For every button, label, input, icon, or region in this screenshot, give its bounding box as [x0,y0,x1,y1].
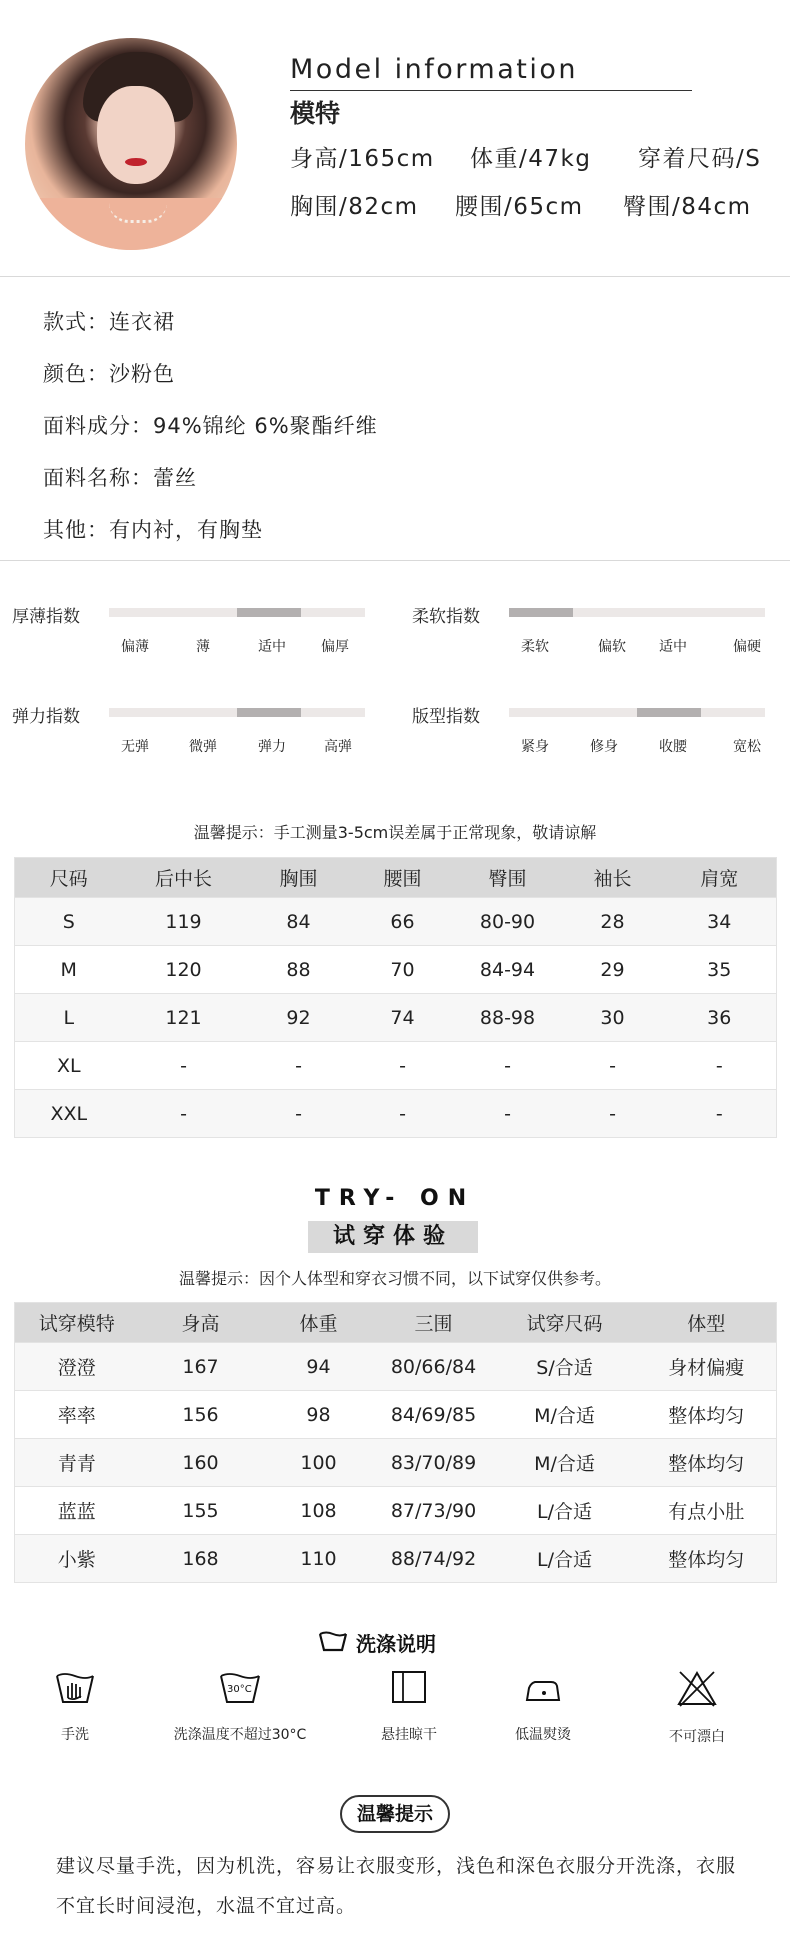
index-elasticity-fill [237,708,301,717]
hand-wash-icon [54,1670,96,1706]
table-cell: - [123,1042,245,1090]
table-cell: L/合适 [493,1535,637,1583]
table-cell: 70 [353,946,453,994]
table-cell: 88-98 [453,994,563,1042]
table-cell: S [15,898,123,946]
size-table [14,857,777,1138]
table-cell: 160 [139,1439,263,1487]
table-cell: 29 [563,946,663,994]
table-cell: 80-90 [453,898,563,946]
table-cell: - [563,1042,663,1090]
table-cell: 28 [563,898,663,946]
index-label: 偏薄 [121,639,149,655]
table-cell: 84/69/85 [375,1391,493,1439]
table-cell: 整体均匀 [637,1439,777,1487]
table-cell: 108 [263,1487,375,1535]
table-row [15,946,777,994]
table-cell: 36 [663,994,777,1042]
model-title-divider [290,90,692,91]
table-cell: 青青 [15,1439,139,1487]
attr-composition: 面料成分：94%锦纶 6%聚酯纤维 [43,414,378,438]
header-cell: 袖长 [563,858,663,898]
attr-color: 颜色：沙粉色 [43,362,175,386]
wash-label: 低温熨烫 [515,1727,571,1743]
attr-other: 其他：有内衬，有胸垫 [43,518,263,542]
header-cell: 体重 [263,1303,375,1343]
model-weight: 体重/47kg [470,146,592,172]
index-label: 高弹 [324,739,352,755]
divider [0,276,790,277]
table-cell: 66 [353,898,453,946]
table-cell: 119 [123,898,245,946]
hang-dry-icon [391,1670,427,1706]
table-cell: - [453,1090,563,1138]
table-cell: 83/70/89 [375,1439,493,1487]
table-cell: XL [15,1042,123,1090]
table-cell: M [15,946,123,994]
index-thickness-title: 厚薄指数 [12,607,80,627]
table-cell: L/合适 [493,1487,637,1535]
header-cell: 尺码 [15,858,123,898]
attr-fabric: 面料名称：蕾丝 [43,466,197,490]
table-cell: - [453,1042,563,1090]
table-row [15,994,777,1042]
table-cell: 88/74/92 [375,1535,493,1583]
wash-basin-icon [318,1630,348,1654]
table-cell: 88 [245,946,353,994]
model-waist: 腰围/65cm [455,194,584,220]
table-cell: 155 [139,1487,263,1535]
model-height: 身高/165cm [290,146,435,172]
tryon-table [14,1302,777,1583]
table-cell: - [123,1090,245,1138]
table-cell: M/合适 [493,1391,637,1439]
model-size: 穿着尺码/S [638,146,762,172]
table-row [15,1042,777,1090]
table-cell: - [353,1042,453,1090]
table-cell: 120 [123,946,245,994]
index-fit-track [509,708,765,717]
index-label: 偏硬 [733,639,761,655]
tryon-table-header [15,1303,777,1343]
index-label: 微弹 [189,739,217,755]
table-cell: 整体均匀 [637,1391,777,1439]
table-row [15,1090,777,1138]
table-row [15,1439,777,1487]
table-cell: - [563,1090,663,1138]
tryon-title-en: TRY- ON [314,1186,476,1211]
header-cell: 体型 [637,1303,777,1343]
table-cell: 156 [139,1391,263,1439]
table-cell: - [663,1090,777,1138]
table-cell: 蓝蓝 [15,1487,139,1535]
table-cell: 74 [353,994,453,1042]
index-label: 适中 [258,639,286,655]
table-cell: 98 [263,1391,375,1439]
index-label: 弹力 [258,739,286,755]
header-cell: 臀围 [453,858,563,898]
index-label: 无弹 [121,739,149,755]
index-thickness-track [109,608,365,617]
table-cell: M/合适 [493,1439,637,1487]
divider [0,560,790,561]
index-fit-title: 版型指数 [412,707,480,727]
model-bust: 胸围/82cm [290,194,419,220]
header-cell: 身高 [139,1303,263,1343]
wash-item-hand [0,1670,150,1744]
table-row [15,898,777,946]
wash-30-icon [218,1670,262,1706]
table-cell: 率率 [15,1391,139,1439]
table-cell: 澄澄 [15,1343,139,1391]
index-label: 薄 [196,639,210,655]
tryon-tip: 温馨提示：因个人体型和穿衣习惯不同，以下试穿仅供参考。 [178,1269,611,1288]
table-cell: 30 [563,994,663,1042]
wash-title: 洗涤说明 [356,1632,436,1656]
table-cell: 167 [139,1343,263,1391]
wash-item-hang [334,1670,484,1744]
notice-text: 建议尽量手洗，因为机洗，容易让衣服变形，浅色和深色衣服分开洗涤，衣服不宜长时间浸泡，水温不宜过高。 [56,1855,737,1917]
index-label: 修身 [590,739,618,755]
header-cell: 胸围 [245,858,353,898]
table-cell: 121 [123,994,245,1042]
header-cell: 试穿模特 [15,1303,139,1343]
notice-title: 温馨提示 [340,1795,450,1833]
index-label: 收腰 [659,739,687,755]
index-label: 适中 [659,639,687,655]
table-cell: 小紫 [15,1535,139,1583]
index-softness-title: 柔软指数 [412,607,480,627]
table-cell: 100 [263,1439,375,1487]
table-cell: 168 [139,1535,263,1583]
table-cell: - [245,1042,353,1090]
table-row [15,1343,777,1391]
header-cell: 试穿尺码 [493,1303,637,1343]
table-row [15,1535,777,1583]
table-cell: L [15,994,123,1042]
index-elasticity-track [109,708,365,717]
low-iron-icon [523,1670,563,1706]
model-photo [25,38,237,250]
table-cell: 身材偏瘦 [637,1343,777,1391]
table-cell: 84-94 [453,946,563,994]
table-cell: - [663,1042,777,1090]
index-softness-fill [509,608,573,617]
table-cell: 35 [663,946,777,994]
table-row [15,1487,777,1535]
index-fit-fill [637,708,701,717]
index-softness-track [509,608,765,617]
table-cell: XXL [15,1090,123,1138]
table-cell: 92 [245,994,353,1042]
table-cell: 87/73/90 [375,1487,493,1535]
table-cell: 94 [263,1343,375,1391]
wash-label: 手洗 [61,1727,89,1743]
model-hip: 臀围/84cm [623,194,752,220]
index-label: 宽松 [733,739,761,755]
table-cell: 80/66/84 [375,1343,493,1391]
header-cell: 三围 [375,1303,493,1343]
index-label: 紧身 [521,739,549,755]
index-label: 偏软 [598,639,626,655]
tryon-title-zh: 试穿体验 [308,1221,478,1253]
index-label: 偏厚 [321,639,349,655]
table-cell: - [245,1090,353,1138]
index-label: 柔软 [521,639,549,655]
header-cell: 腰围 [353,858,453,898]
model-info-title: Model information [290,54,578,85]
index-thickness-fill [237,608,301,617]
wash-temp-badge: 30°C [227,1684,252,1695]
no-bleach-icon [676,1670,718,1708]
model-subtitle: 模特 [290,99,341,128]
wash-item-iron [468,1670,618,1744]
table-cell: 34 [663,898,777,946]
wash-label: 洗涤温度不超过30°C [173,1727,307,1743]
header-cell: 肩宽 [663,858,777,898]
index-elasticity-title: 弹力指数 [12,707,80,727]
wash-item-bleach [622,1670,772,1746]
table-cell: S/合适 [493,1343,637,1391]
table-cell: 整体均匀 [637,1535,777,1583]
table-cell: 84 [245,898,353,946]
wash-label: 不可漂白 [669,1729,725,1745]
size-table-header [15,858,777,898]
table-cell: 有点小肚 [637,1487,777,1535]
size-table-tip: 温馨提示：手工测量3-5cm误差属于正常现象，敬请谅解 [193,823,597,842]
table-cell: - [353,1090,453,1138]
table-row [15,1391,777,1439]
header-cell: 后中长 [123,858,245,898]
attr-style: 款式：连衣裙 [43,310,175,334]
wash-item-30 [160,1670,320,1744]
table-cell: 110 [263,1535,375,1583]
wash-label: 悬挂晾干 [381,1727,437,1743]
